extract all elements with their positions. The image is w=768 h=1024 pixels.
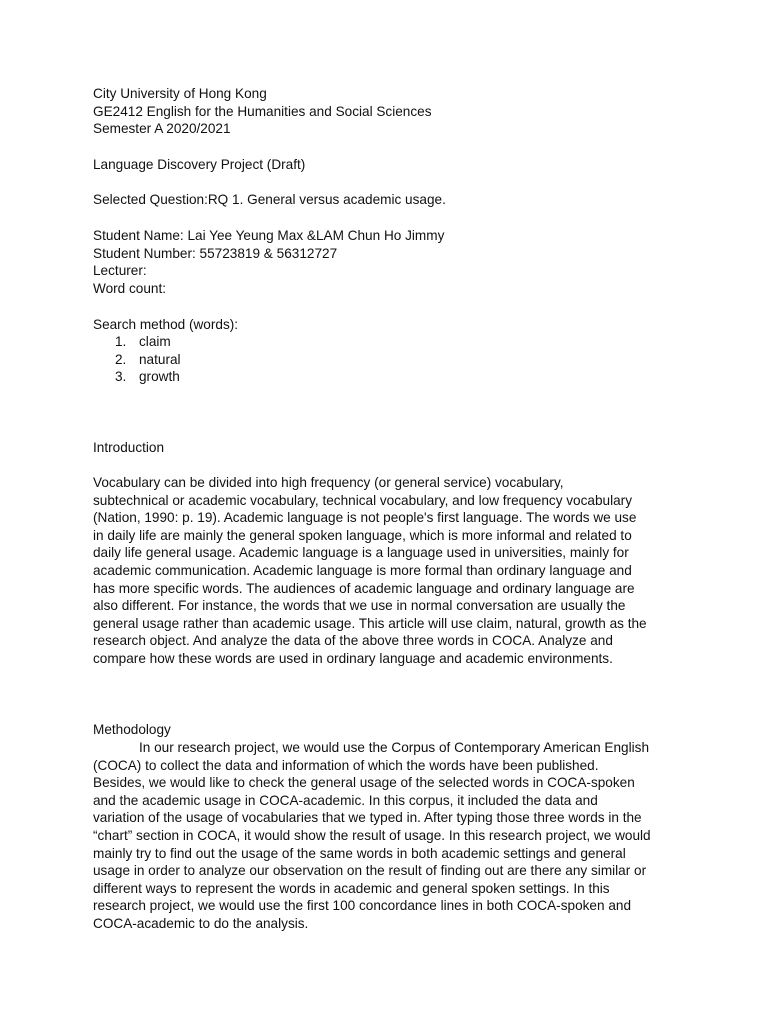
course-name: GE2412 English for the Humanities and Social Sciences (93, 103, 432, 119)
paragraph-line: general usage rather than academic usage. This article will use claim, natural, growth as the (93, 615, 647, 631)
paragraph-line: different ways to represent the words in academic and general spoken settings. In this (93, 880, 610, 896)
student-number: Student Number: 55723819 & 56312727 (93, 245, 338, 261)
paragraph-line: “chart” section in COCA, it would show the result of usage. In this research project, we would (93, 827, 651, 843)
paragraph-line: Besides, we would like to check the general usage of the selected words in COCA-spoken (93, 775, 635, 791)
student-name: Student Name: Lai Yee Yeung Max &LAM Chun Ho Jimmy (93, 228, 445, 243)
paragraph-line: mainly try to find out the usage of the same words in both academic settings and general (93, 845, 626, 861)
paragraph-line: research object. And analyze the data of the above three words in COCA. Analyze and (93, 633, 613, 649)
lecturer: Lecturer: (93, 263, 147, 279)
list-item: 2. natural (115, 351, 181, 367)
paragraph-line: subtechnical or academic vocabulary, technical vocabulary, and low frequency vocabulary (93, 492, 633, 508)
paragraph-line: and the academic usage in COCA-academic. In this corpus, it included the data and (93, 792, 598, 808)
university-name: City University of Hong Kong (93, 86, 267, 101)
paragraph-line: also different. For instance, the words that we use in normal conversation are usually the (93, 598, 626, 614)
project-title: Language Discovery Project (Draft) (93, 157, 306, 172)
search-word-list (115, 333, 181, 386)
paragraph-line: COCA-academic to do the analysis. (93, 915, 309, 931)
paragraph-line: academic communication. Academic language is more formal than ordinary language and (93, 562, 632, 578)
list-item: 1. claim (115, 334, 171, 349)
paragraph-line: has more specific words. The audiences of academic language and ordinary language are (93, 580, 635, 596)
paragraph-line: variation of the usage of vocabularies that we typed in. After typing those three words in the (93, 810, 642, 826)
paragraph-line: research project, we would use the first 100 concordance lines in both COCA-spoken and (93, 898, 632, 914)
course-header (93, 85, 683, 138)
introduction-paragraph (93, 474, 683, 668)
paragraph-line: (COCA) to collect the data and information of which the words have been published. (93, 757, 599, 773)
paragraph-line: In our research project, we would use the Corpus of Contemporary American English (139, 740, 650, 755)
search-method-heading: Search method (words): (93, 317, 239, 332)
list-item: 3. growth (115, 369, 180, 385)
paragraph-line: Vocabulary can be divided into high frequency (or general service) vocabulary, (93, 475, 564, 490)
paragraph-line: usage in order to analyze our observation on the result of finding out are there any similar or (93, 863, 647, 879)
paragraph-line: compare how these words are used in ordinary language and academic environments. (93, 650, 613, 666)
semester: Semester A 2020/2021 (93, 121, 231, 137)
student-info (93, 227, 683, 297)
selected-question: Selected Question:RQ 1. General versus academic usage. (93, 192, 446, 207)
word-count: Word count: (93, 280, 167, 296)
introduction-heading: Introduction (93, 440, 165, 455)
methodology-paragraph (93, 739, 683, 933)
paragraph-line: (Nation, 1990: p. 19). Academic language is not people's first language. The words we use (93, 510, 637, 526)
paragraph-line: daily life general usage. Academic language is a language used in universities, mainly for (93, 545, 629, 561)
paragraph-line: in daily life are mainly the general spoken language, which is more informal and related to (93, 527, 632, 543)
methodology-heading: Methodology (93, 722, 171, 737)
